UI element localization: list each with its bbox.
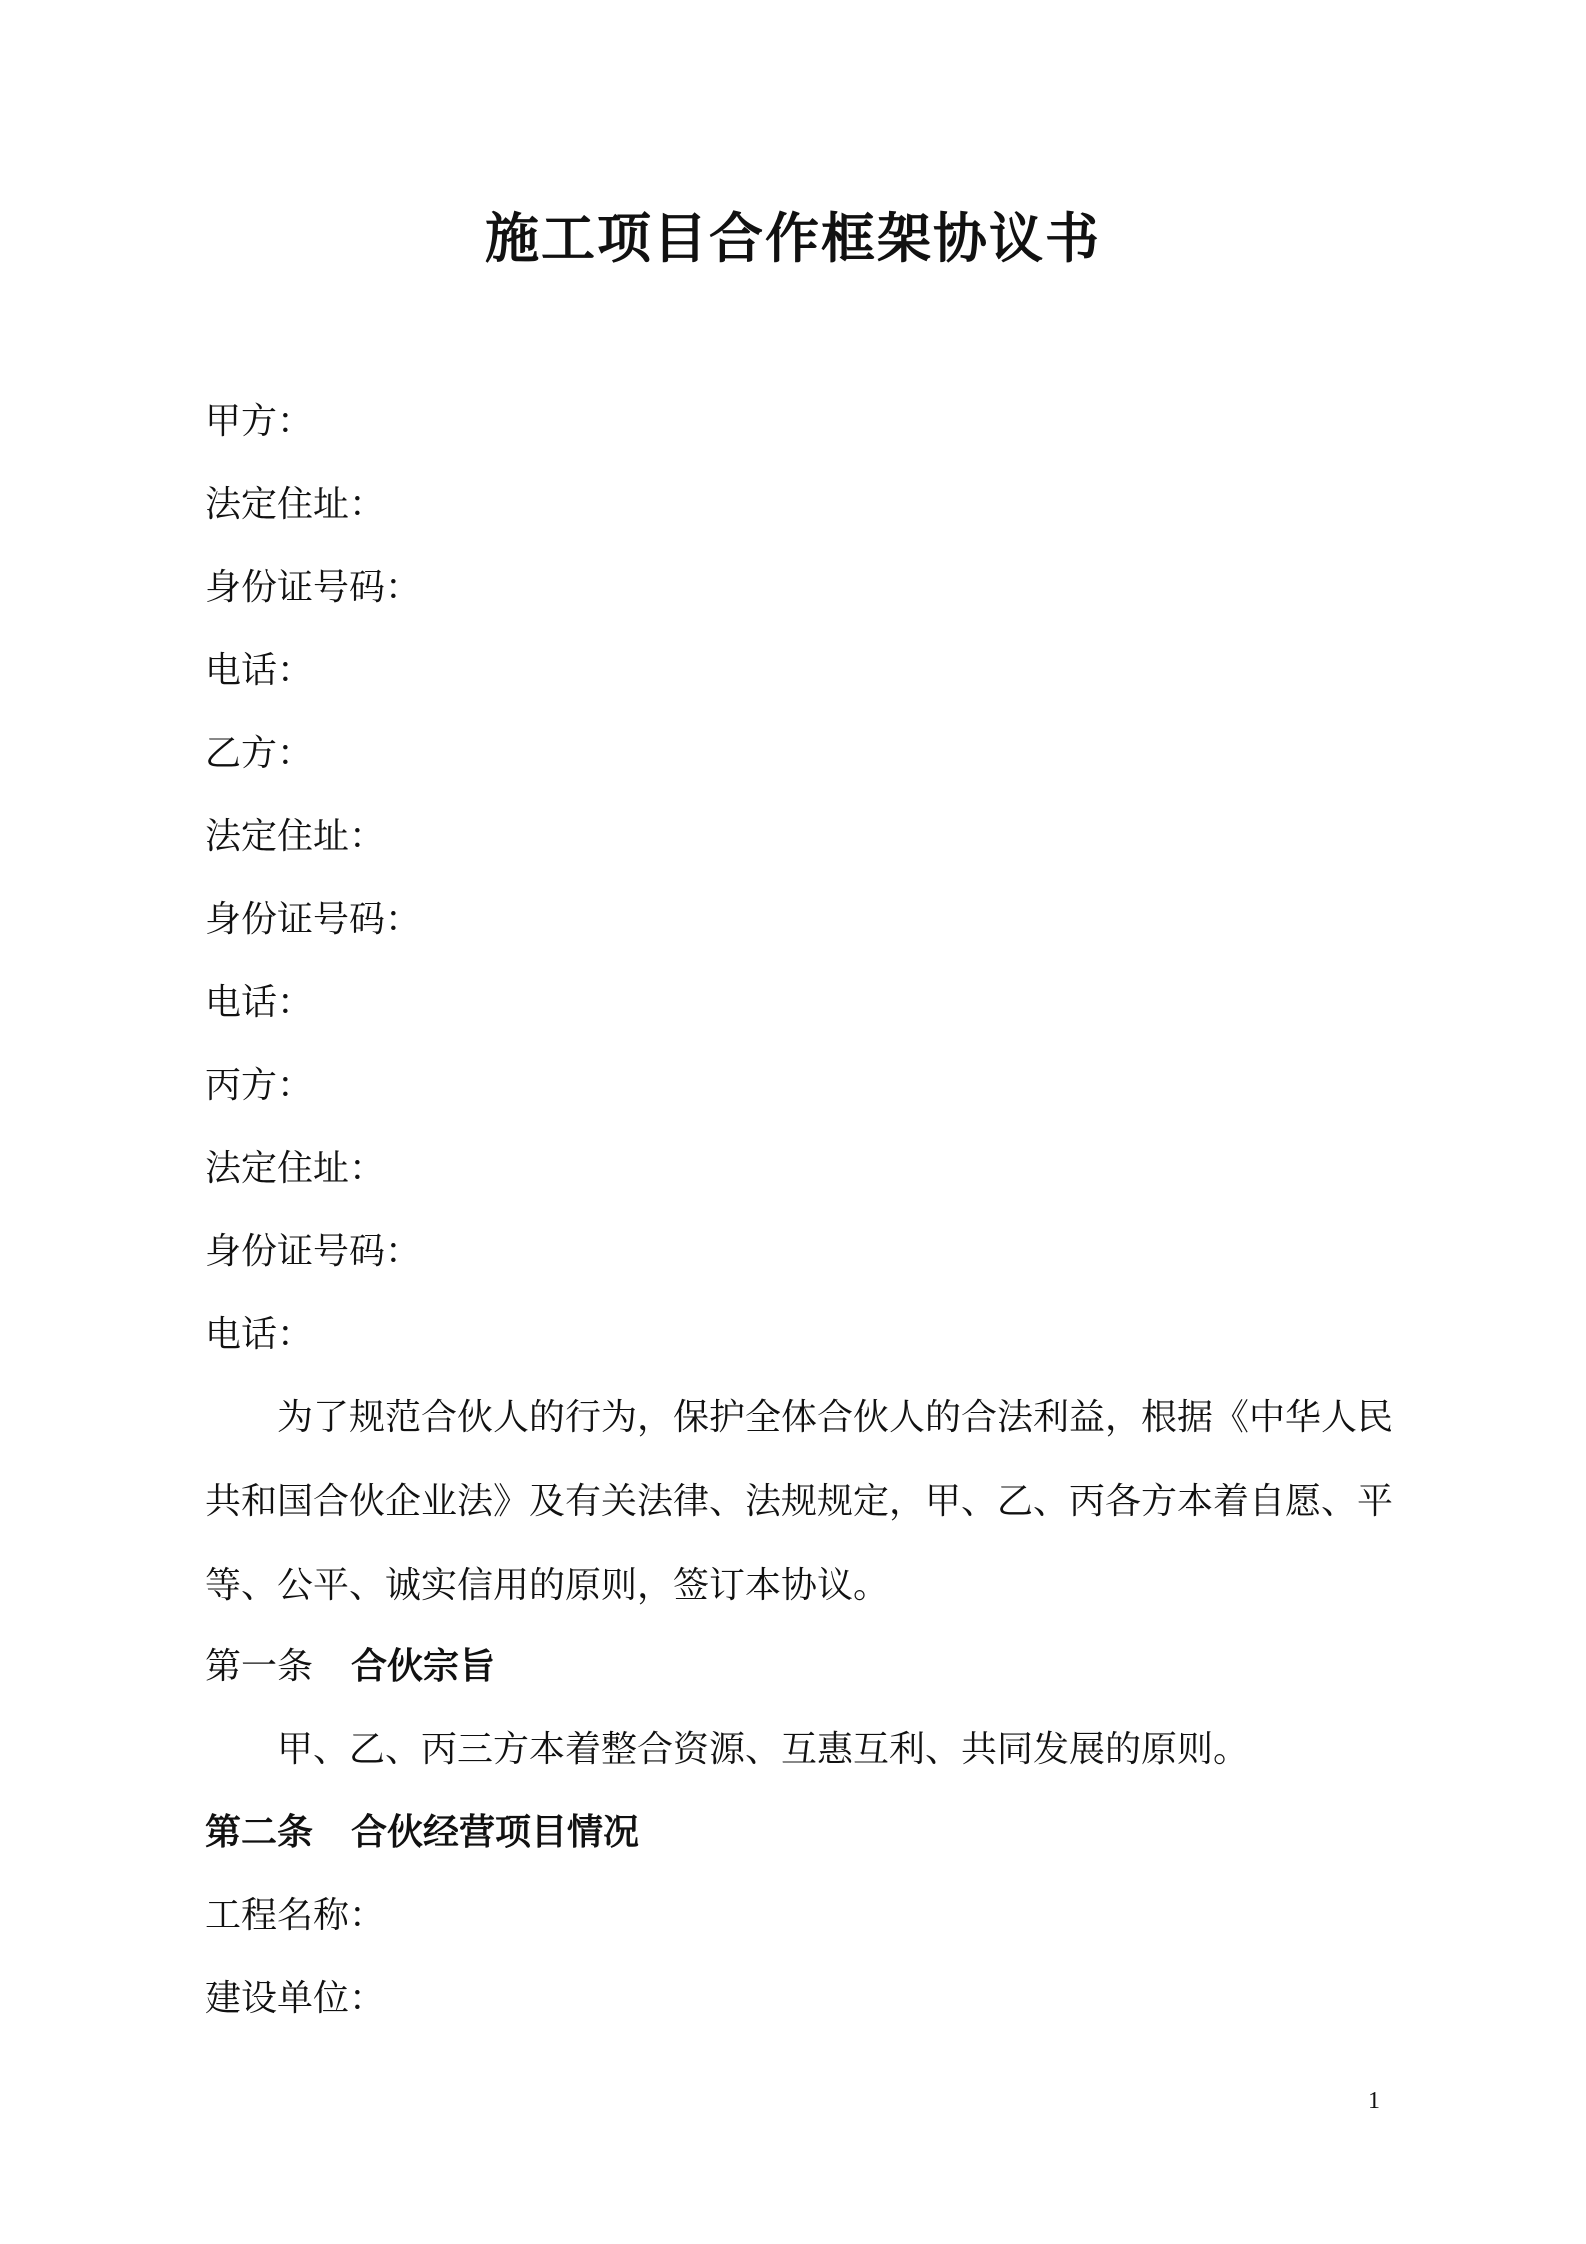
party-c-address-label: 法定住址： [205,1148,386,1189]
party-a-label: 甲方： [205,401,314,442]
article-1-title: 合伙宗旨 [351,1646,496,1687]
preamble-paragraph: 为了规范合伙人的行为，保护全体合伙人的合法利益，根据《中华人民共和国合伙企业法》及有关法律、法规规定，甲、乙、丙各方本着自愿、平等、公平、诚实信用的原则，签订本协议。 [205,1397,1394,1606]
party-a-id-label: 身份证号码： [205,567,422,608]
article-2-number: 第二条 [205,1812,314,1853]
article-1-content: 甲、乙、丙三方本着整合资源、互惠互利、共同发展的原则。 [277,1729,1250,1770]
document-title: 施工项目合作框架协议书 [485,207,1101,270]
party-b-id-label: 身份证号码： [205,899,422,940]
project-name-label: 工程名称： [205,1895,386,1936]
party-a-phone-label: 电话： [205,650,314,691]
party-a-address-label: 法定住址： [205,484,386,525]
party-c-phone-label: 电话： [205,1314,314,1355]
party-b-phone-label: 电话： [205,982,314,1023]
page-number: 1 [1368,2088,1380,2114]
party-b-label: 乙方： [205,733,314,774]
party-c-id-label: 身份证号码： [205,1231,422,1272]
article-1-number: 第一条 [205,1646,314,1687]
article-2-heading [205,1809,639,1857]
party-b-address-label: 法定住址： [205,816,386,857]
party-c-label: 丙方： [205,1065,314,1106]
construction-unit-label: 建设单位： [205,1978,386,2019]
article-2-title: 合伙经营项目情况 [351,1812,640,1853]
article-1-heading [205,1643,495,1691]
